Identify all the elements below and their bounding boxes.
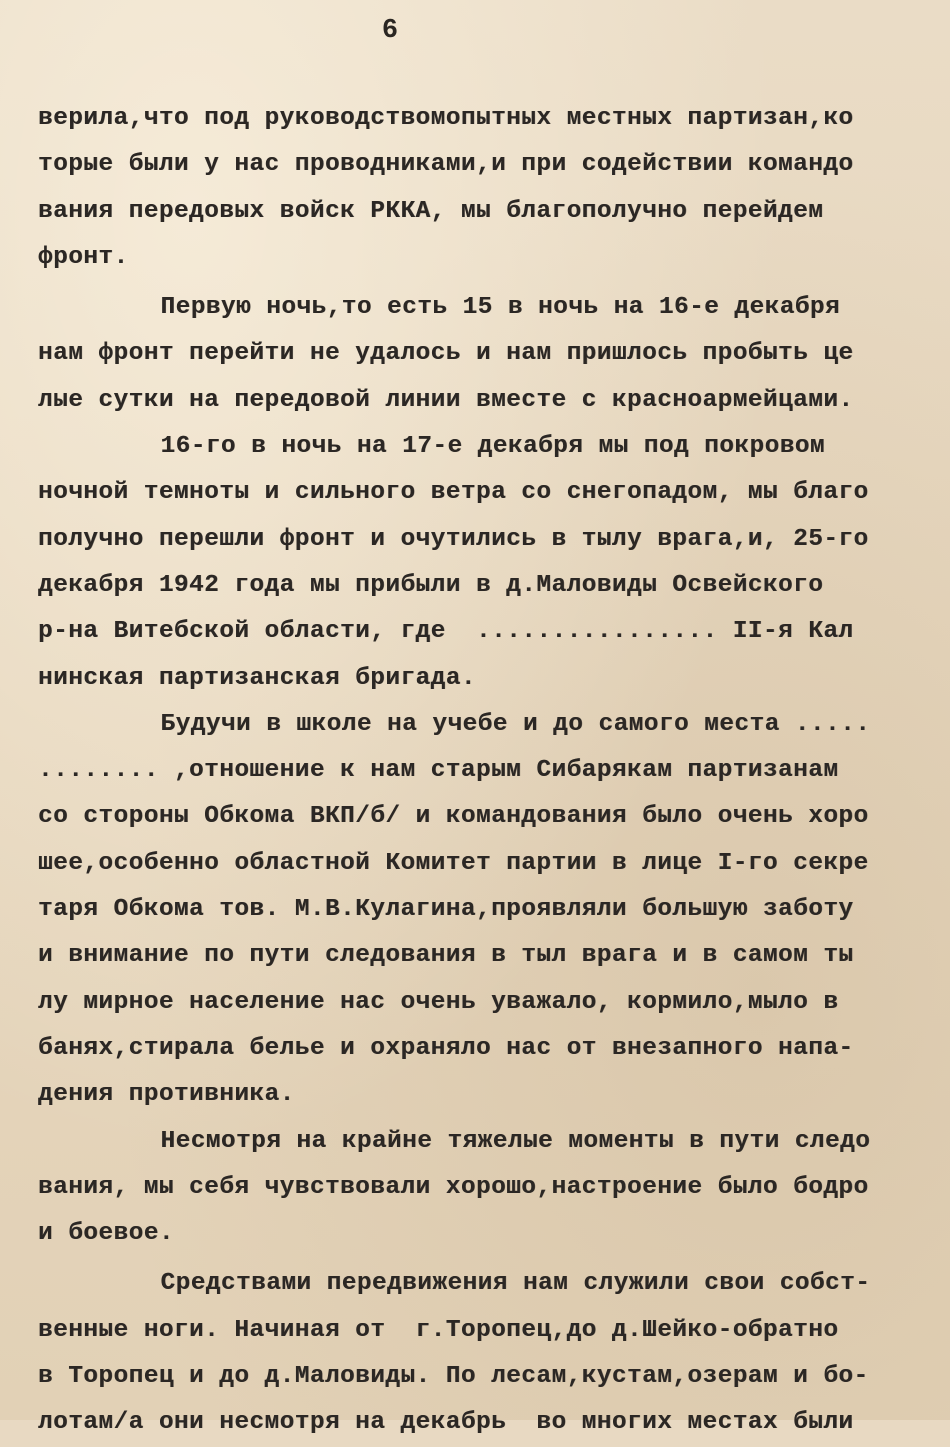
text-line: банях,стирала белье и охраняло нас от внезапного напа- [38,1034,854,1062]
text-line: дения противника. [38,1081,295,1109]
text-line: торые были у нас проводниками,и при содействии командо [38,151,854,179]
text-line: и боевое. [38,1220,174,1248]
text-line: вания, мы себя чувствовали хорошо,настроение было бодро [38,1173,869,1201]
text-line: Будучи в школе на учебе и до самого места ..... [160,710,871,738]
text-line: ........ ,отношение к нам старым Сибарякам партизанам [38,757,839,785]
text-line: фронт. [38,243,129,271]
text-line: нам фронт перейти не удалось и нам пришлось пробыть це [38,340,854,368]
text-line: и внимание по пути следования в тыл врага и в самом ты [38,942,854,970]
text-line: ночной темноты и сильного ветра со снегопадом, мы благо [38,479,869,507]
text-line: лые сутки на передовой линии вместе с красноармейцами. [38,386,854,414]
text-line: венные ноги. Начиная от г.Торопец,до д.Шейко-обратно [38,1316,839,1344]
text-line: Несмотря на крайне тяжелые моменты в пути следо [160,1127,871,1155]
text-line: р-на Витебской области, где ................ II-я Кал [38,618,854,646]
text-line: шее,особенно областной Комитет партии в лице I-го секре [38,849,869,877]
text-line: со стороны Обкома ВКП/б/ и командования было очень хоро [38,803,869,831]
text-line: 16-го в ночь на 17-е декабря мы под покровом [160,433,826,461]
text-line: таря Обкома тов. М.В.Кулагина,проявляли большую заботу [38,896,854,924]
text-line: вания передовых войск РККА, мы благополучно перейдем [38,197,824,225]
text-line: верила,что под руководствомопытных местных партизан,ко [38,105,854,132]
text-line: в Торопец и до д.Маловиды. По лесам,кустам,озерам и бо- [38,1363,869,1391]
text-line: Средствами передвижения нам служили свои собст- [160,1270,871,1298]
text-line: лу мирное население нас очень уважало, кормило,мыло в [38,988,839,1016]
text-line: декабря 1942 года мы прибыли в д.Маловиды Освейского [38,571,824,599]
page-number: 6 [381,16,399,46]
text-line: Первую ночь,то есть 15 в ночь на 16-е декабря [160,294,841,322]
text-line: лотам/а они несмотря на декабрь во многих местах были [38,1409,854,1437]
text-line: получно перешли фронт и очутились в тылу врага,и, 25-го [38,525,869,553]
text-line: нинская партизанская бригада. [38,664,476,692]
document-body [38,96,950,1447]
